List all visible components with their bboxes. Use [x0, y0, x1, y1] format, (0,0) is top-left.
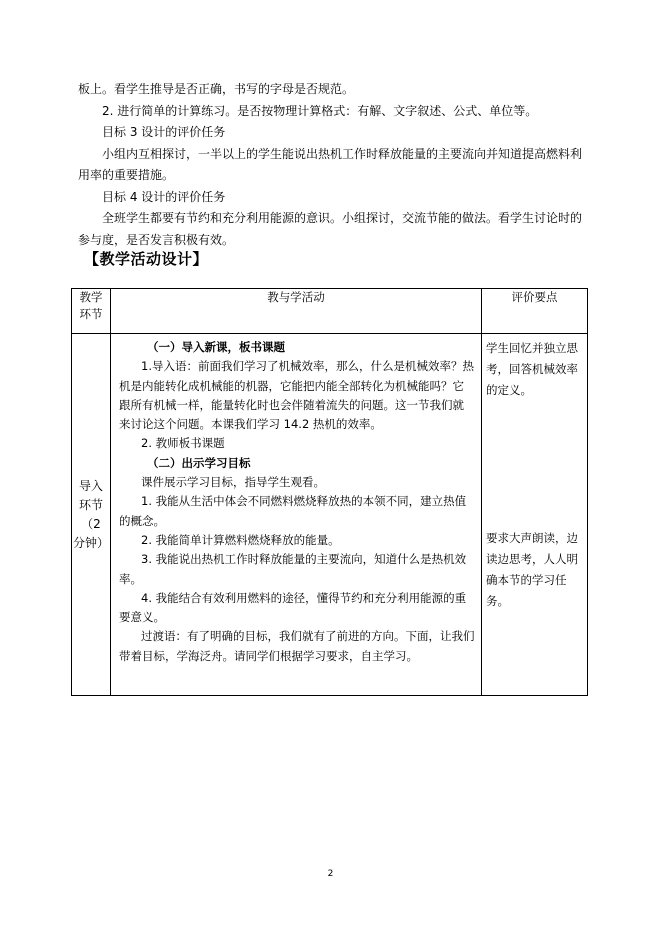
intro-line-4: 小组内互相探讨，一半以上的学生能说出热机工作时释放能量的主要流向并知道提高燃料利用率的重要措施。: [78, 146, 583, 182]
activity-table: [71, 288, 588, 696]
header-evaluation: 评价要点: [482, 289, 588, 334]
content-paragraph: 课件展示学习目标，指导学生观看。: [141, 475, 325, 490]
table-header-row: [72, 289, 588, 334]
intro-line-6: 全班学生都要有节约和充分利用能源的意识。小组探讨，交流节能的做法。看学生讨论时的参与度，是否发言积极有效。: [78, 211, 583, 247]
header-stage-line-2: 环节: [79, 307, 103, 321]
evaluation-cell: [482, 334, 588, 696]
intro-line-1: 板上。看学生推导是否正确，书写的字母是否规范。: [78, 82, 355, 96]
stage-cell: [72, 334, 111, 696]
intro-line-5: 目标 4 设计的评价任务: [102, 189, 226, 204]
page-number: 2: [327, 869, 334, 879]
goal-item: 3. 我能说出热机工作时释放能量的主要流向，知道什么是热机效率。: [119, 552, 467, 586]
header-stage-line-1: 教学: [79, 290, 103, 304]
goal-item: 2. 我能简单计算燃料燃烧释放的能量。: [141, 532, 340, 547]
subheading-intro: （一）导入新课，板书课题: [147, 340, 285, 354]
stage-line-1: 导入: [78, 478, 103, 493]
intro-line-2: 2. 进行简单的计算练习。是否按物理计算格式：有解、文字叙述、公式、单位等。: [102, 103, 538, 118]
intro-line-3: 目标 3 设计的评价任务: [102, 125, 226, 139]
stage-line-3: （2: [81, 516, 101, 531]
content-paragraph: 1.导入语：前面我们学习了机械效率，那么，什么是机械效率？热机是内能转化成机械能的机器，它能把内能全部转化为机械能吗？它跟所有机械一样，能量转化时也会伴随着流失的问题。这一节我们就来讨论这个问题。本课我们学习 14.2 热机的效率。: [119, 359, 474, 432]
content-paragraph: 2. 教师板书课题: [141, 436, 225, 451]
header-stage: [72, 289, 111, 334]
intro-text: [78, 79, 586, 251]
stage-line-4: 分钟）: [72, 535, 109, 550]
section-title: 【教学活动设计】: [84, 250, 209, 268]
stage-line-2: 环节: [78, 497, 103, 512]
evaluation-point: 学生回忆并独立思考，回答机械效率的定义。: [486, 341, 578, 397]
content-cell: [111, 334, 482, 696]
evaluation-point: 要求大声朗读，边读边思考，人人明确本节的学习任务。: [486, 531, 578, 608]
header-activity: 教与学活动: [111, 289, 482, 334]
subheading-goals: （二）出示学习目标: [147, 455, 251, 470]
table-row: [72, 334, 588, 696]
goal-item: 1. 我能从生活中体会不同燃料燃烧释放热的本领不同，建立热值的概念。: [119, 494, 467, 528]
goal-item: 4. 我能结合有效利用燃料的途径，懂得节约和充分利用能源的重要意义。: [119, 590, 467, 625]
transition-text: 过渡语：有了明确的目标，我们就有了前进的方向。下面，让我们带着目标，学海泛舟。请同学们根据学习要求，自主学习。: [119, 629, 475, 663]
